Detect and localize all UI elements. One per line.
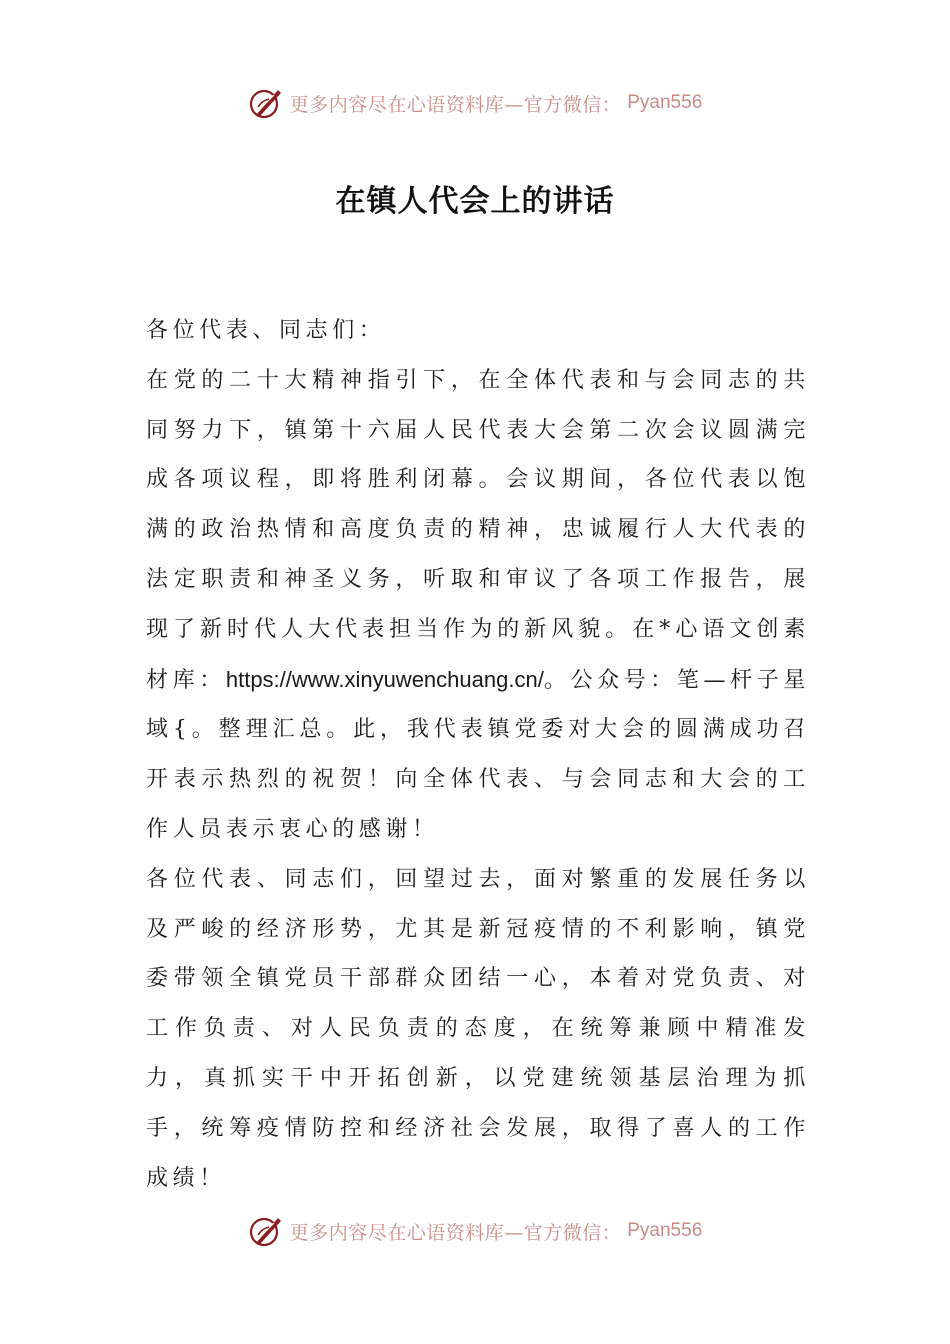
banner-wechat-id: Pyan556 <box>627 92 703 113</box>
banner-wechat-id: Pyan556 <box>627 1220 703 1241</box>
quill-pen-logo-icon <box>248 1213 284 1249</box>
document-body <box>146 306 810 1203</box>
banner-text: 更多内容尽在心语资料库—官方微信： <box>289 1221 622 1244</box>
header-banner <box>0 83 950 123</box>
paragraph-1 <box>146 356 810 855</box>
source-url-link[interactable]: https://www.xinyuwenchuang.cn/ <box>225 666 544 692</box>
banner-text: 更多内容尽在心语资料库—官方微信： <box>289 93 622 116</box>
quill-pen-logo-icon <box>248 85 284 121</box>
footer-banner <box>0 1211 950 1251</box>
greeting-paragraph: 各位代表、同志们： <box>146 318 386 343</box>
paragraph-2: 各位代表、同志们，回望过去，面对繁重的发展任务以及严峻的经济形势，尤其是新冠疫情的不利影响，镇党委带领全镇党员干部群众团结一心，本着对党负责、对工作负责、对人民负责的态度，在统筹兼顾中精准发力，真抓实干中开拓创新，以党建统领基层治理为抓手，统筹疫情防控和经济社会发展，取得了喜人的工作成绩！ <box>146 866 810 1191</box>
page-title: 在镇人代会上的讲话 <box>335 184 615 219</box>
paragraph-1-text-b: 。公众号：笔—杆子星域{。整理汇总。此，我代表镇党委对大会的圆满成功召开表示热烈的祝贺！向全体代表、与会同志和大会的工作人员表示衷心的感谢！ <box>146 667 810 842</box>
paragraph-1-text-a: 在党的二十大精神指引下，在全体代表和与会同志的共同努力下，镇第十六届人民代表大会第二次会议圆满完成各项议程，即将胜利闭幕。会议期间，各位代表以饱满的政治热情和高度负责的精神，忠诚履行人大代表的法定职责和神圣义务，听取和审议了各项工作报告，展现了新时代人大代表担当作为的新风貌。在*心语文创素材库： <box>146 367 810 693</box>
